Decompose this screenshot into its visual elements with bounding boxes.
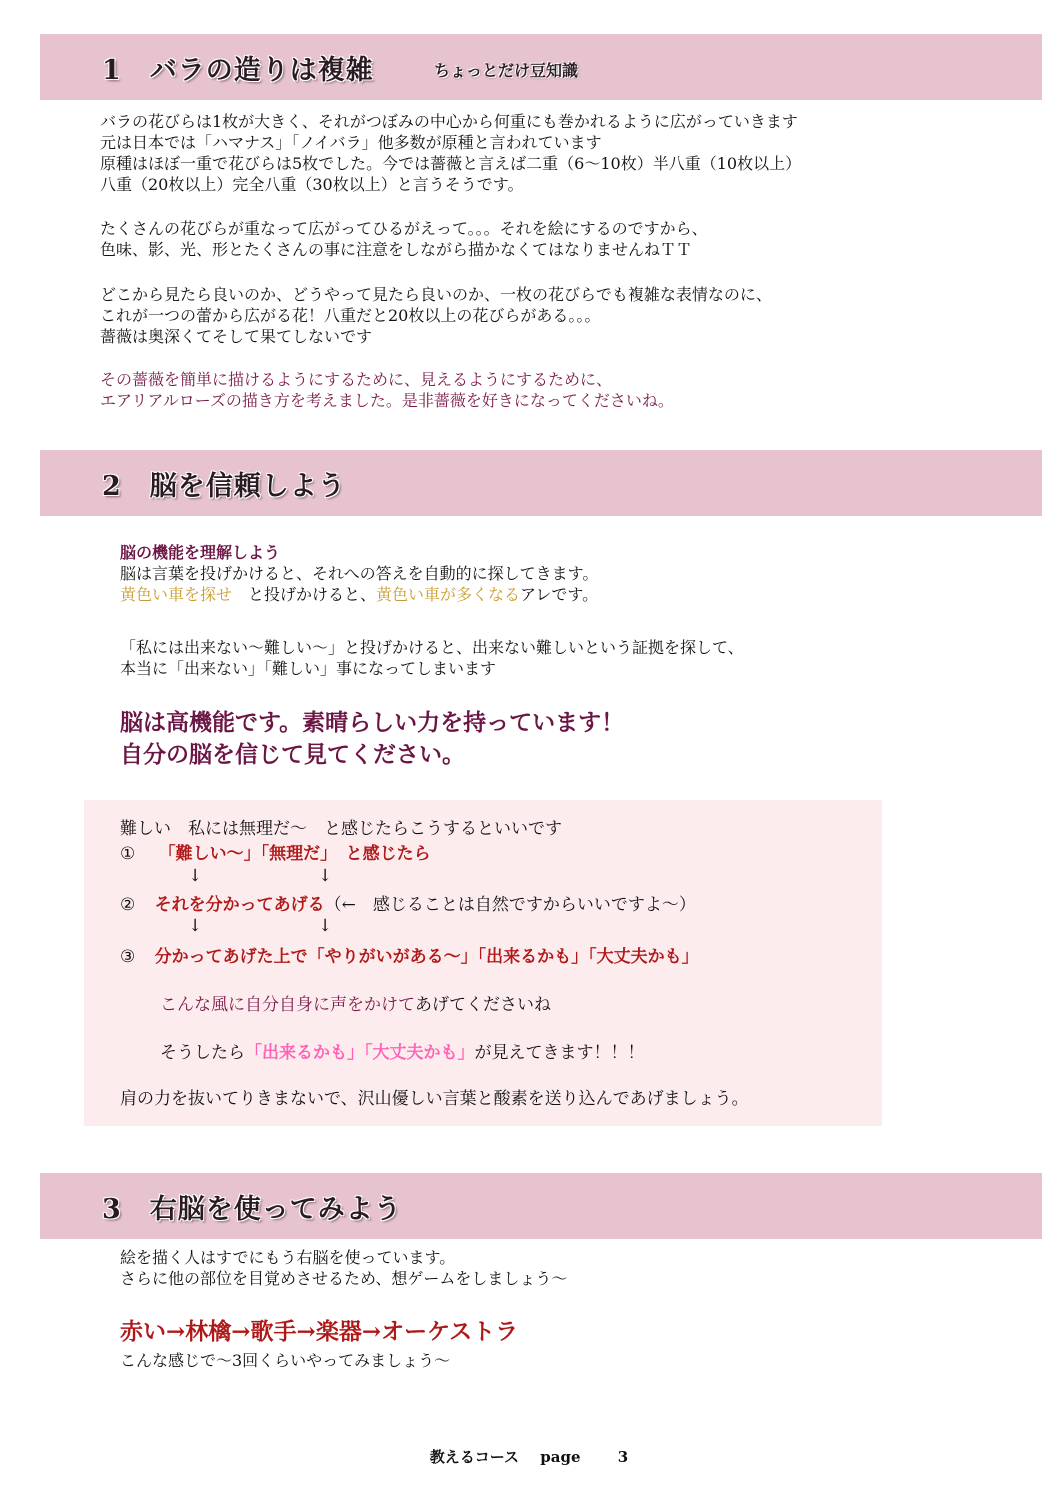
call-line: こんな風に自分自身に声をかけてあげてくださいね bbox=[160, 995, 551, 1015]
down-arrow-icon: ↓ bbox=[318, 866, 333, 886]
association-chain: 赤い→林檎→歌手→楽器→オーケストラ bbox=[120, 1318, 519, 1345]
tips-panel bbox=[84, 800, 882, 1126]
section-3-intro: 絵を描く人はすでにもう右脳を使っています。 さらに他の部位を目覚めさせるため、想ゲームをしましょう～ bbox=[120, 1248, 568, 1288]
section-2-emphasis: 脳は高機能です。素晴らしい力を持っています！ 自分の脳を信じて見てください。 bbox=[120, 709, 625, 768]
section-1-title: 1 バラの造りは複雑 bbox=[102, 55, 374, 86]
section-3-title: 3 右脳を使ってみよう bbox=[102, 1194, 402, 1225]
section-3-outro: こんな感じで～3回くらいやってみましょう～ bbox=[120, 1351, 451, 1370]
closing-line: 肩の力を抜いてりきまないで、沢山優しい言葉と酸素を送り込んであげましょう。 bbox=[120, 1089, 749, 1109]
section-2-heading: 脳の機能を理解しよう bbox=[120, 543, 281, 562]
down-arrow-icon: ↓ bbox=[188, 916, 203, 936]
footer-course: 教えるコース bbox=[429, 1448, 520, 1466]
section-2-header bbox=[40, 450, 1042, 516]
section-1-subtitle: ちょっとだけ豆知識 bbox=[434, 61, 579, 80]
section-2-intro: 脳の機能を理解しよう 脳は言葉を投げかけると、それへの答えを自動的に探してきます。 黄色い車を探せ と投げかけると、黄色い車が多くなるアレです。 bbox=[120, 543, 599, 604]
section-1-header bbox=[40, 34, 1042, 100]
section-2-title: 2 脳を信頼しよう bbox=[102, 471, 346, 502]
section-1-paragraph-4: その薔薇を簡単に描けるようにするために、見えるようにするために、 エアリアルローズの描き方を考えました。是非薔薇を好きになってくださいね。 bbox=[100, 370, 674, 410]
section-3-header bbox=[40, 1173, 1042, 1239]
step-2: ② それを分かってあげる（← 感じることは自然ですからいいですよ～） bbox=[120, 895, 696, 915]
step-3: ③ 分かってあげた上で「やりがいがある～」「出来るかも」「大丈夫かも」 bbox=[120, 947, 699, 967]
section-1-paragraph-3: どこから見たら良いのか、どうやって見たら良いのか、一枚の花びらでも複雑な表情なのに、 これが一つの蕾から広がる花！八重だと20枚以上の花びらがある。。。 薔薇は奥深くてそして果てしないです bbox=[100, 285, 772, 346]
down-arrow-icon: ↓ bbox=[318, 916, 333, 936]
section-2-example: 「私には出来ない～難しい～」と投げかけると、出来ない難しいという証拠を探して、 本当に「出来ない」「難しい」事になってしまいます bbox=[120, 638, 744, 678]
section-1-paragraph-1: バラの花びらは1枚が大きく、それがつぼみの中心から何重にも巻かれるように広がっていきます 元は日本では「ハマナス」「ノイバラ」他多数が原種と言われています 原種はほぼ一重で花びらは5枚でした。今では薔薇と言えば二重（6～10枚）半八重（10枚以上） 八重（20枚以上）完全八重（30枚以上）と言うそうです。 bbox=[100, 112, 802, 194]
page-footer bbox=[0, 1446, 1058, 1467]
step-1: ① 「難しい～」「無理だ」 と感じたら bbox=[120, 844, 431, 864]
footer-page-number: 3 bbox=[617, 1448, 629, 1466]
panel-intro: 難しい 私には無理だ～ と感じたらこうするといいです bbox=[120, 819, 562, 839]
then-line: そうしたら「出来るかも」「大丈夫かも」が見えてきます！！！ bbox=[160, 1043, 645, 1063]
section-1-paragraph-2: たくさんの花びらが重なって広がってひるがえって。。。それを絵にするのですから、 色味、影、光、形とたくさんの事に注意をしながら描かなくてはなりませんねＴＴ bbox=[100, 219, 708, 259]
footer-page-label: page bbox=[540, 1448, 581, 1466]
down-arrow-icon: ↓ bbox=[188, 866, 203, 886]
